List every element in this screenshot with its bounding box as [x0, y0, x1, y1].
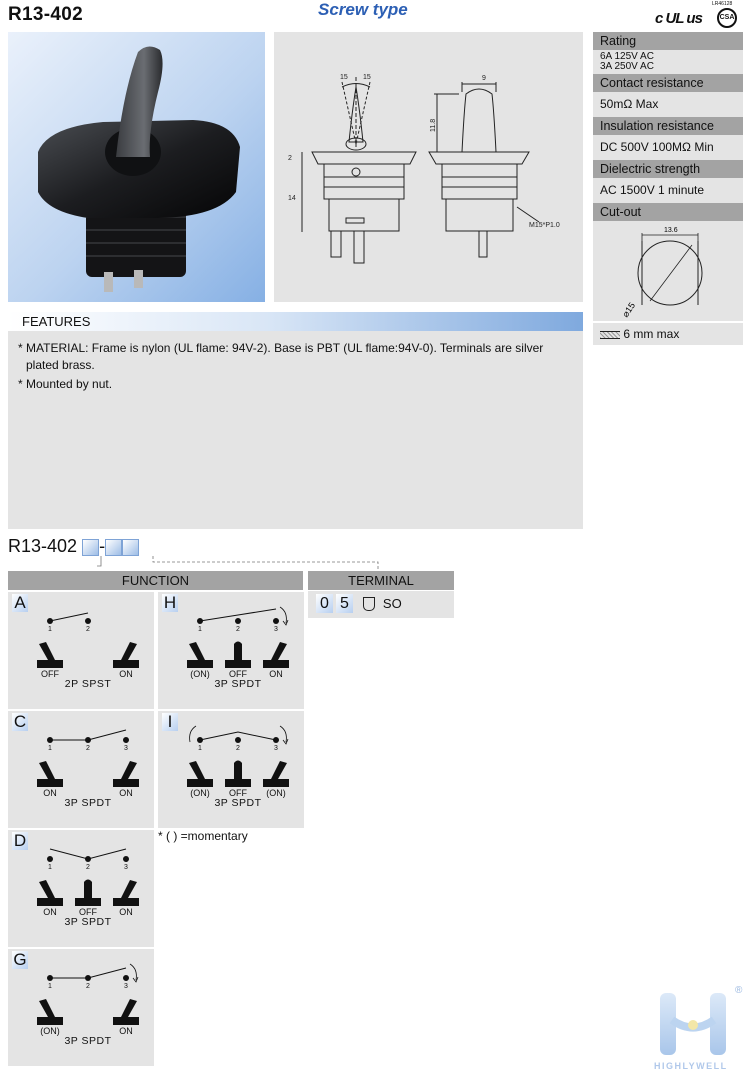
dim-angle-left: 15: [340, 74, 348, 81]
function-letter-d: D: [13, 831, 27, 850]
momentary-arrow-left-icon: [190, 726, 196, 742]
pin-number: 3: [274, 745, 278, 752]
pin-number: 1: [48, 864, 52, 871]
momentary-arrow-icon: [280, 607, 286, 623]
position-label: OFF: [79, 907, 97, 917]
momentary-note: * ( ) =momentary: [158, 829, 248, 843]
toggle-position-icon: [225, 761, 251, 788]
terminal-pin-dot: [47, 856, 53, 862]
momentary-arrowhead-icon: [133, 977, 138, 982]
terminal-option-so: [308, 591, 454, 618]
function-cell-h: [158, 592, 304, 709]
momentary-arrow-icon: [130, 964, 136, 980]
dimension-drawing: [274, 32, 583, 302]
pin-number: 2: [236, 626, 240, 633]
function-diagram: [8, 711, 154, 828]
function-code-box: [82, 539, 99, 556]
csa-mark-icon: CSA: [717, 8, 737, 28]
position-label: OFF: [229, 669, 247, 679]
dim-body: 14: [288, 195, 296, 202]
feature-material: * MATERIAL: Frame is nylon (UL flame: 94V-2). Base is PBT (UL flame:94V-0). Terminals are silver plated brass.: [18, 341, 544, 372]
cutout-label: Cut-out: [593, 203, 743, 221]
function-letter-g: G: [13, 950, 27, 969]
highlywell-logo-mark: [650, 985, 745, 1073]
contact-resistance-label: Contact resistance: [593, 74, 743, 92]
function-diagram: [158, 592, 304, 709]
position-label: (ON): [190, 788, 210, 798]
toggle-position-icon: [263, 642, 289, 668]
pin-number: 1: [48, 745, 52, 752]
terminal-pin-dot: [123, 856, 129, 862]
pin-number: 2: [86, 983, 90, 990]
toggle-switch-image: [8, 32, 265, 302]
pin-number: 1: [48, 626, 52, 633]
function-cell-i: [158, 711, 304, 828]
ul-mark-icon: c UL us: [655, 10, 702, 27]
dielectric-strength-value: AC 1500V 1 minute: [593, 178, 743, 203]
pin-number: 3: [124, 983, 128, 990]
dielectric-strength-label: Dielectric strength: [593, 160, 743, 178]
momentary-arrow-icon: [280, 726, 286, 742]
ordering-dash: -: [99, 536, 106, 556]
rating-value-1: 6A 125V AC: [600, 51, 654, 62]
position-label: (ON): [266, 788, 286, 798]
function-name: 3P SPDT: [64, 797, 112, 809]
panel-thickness-value: 6 mm max: [623, 327, 680, 341]
terminal-pin-dot: [123, 737, 129, 743]
insulation-resistance-value: DC 500V 100MΩ Min: [593, 135, 743, 160]
position-label: OFF: [229, 788, 247, 798]
function-letter-c: C: [13, 712, 27, 731]
terminal-code-box-1: [105, 539, 122, 556]
part-number-title: R13-402: [8, 4, 83, 25]
function-name: 3P SPDT: [64, 1035, 112, 1047]
feature-mounting: * Mounted by nut.: [18, 377, 113, 391]
pin-number: 2: [236, 745, 240, 752]
cutout-diameter: ⌀15: [620, 300, 638, 319]
logo-registered-mark: ®: [735, 985, 743, 996]
terminal-code: SO: [382, 596, 402, 611]
dim-angle-right: 15: [363, 74, 371, 81]
features-title: FEATURES: [8, 312, 583, 331]
ordering-code: [8, 536, 139, 557]
toggle-position-icon: [37, 642, 63, 668]
rating-label: Rating: [593, 32, 743, 50]
pin-number: 2: [86, 626, 90, 633]
cutout-width: 13.6: [664, 227, 678, 234]
dim-lever-height: 11.8: [430, 118, 437, 132]
function-diagram: [8, 830, 154, 947]
position-label: ON: [119, 1026, 133, 1036]
terminal-digit-5: 5: [336, 594, 353, 613]
pin-number: 1: [48, 983, 52, 990]
position-label: ON: [119, 907, 133, 917]
position-label: ON: [43, 788, 57, 798]
function-letter-h: H: [163, 593, 177, 612]
function-name: 3P SPDT: [214, 678, 262, 690]
function-cell-d: [8, 830, 154, 947]
function-name: 3P SPDT: [64, 916, 112, 928]
ordering-model: R13-402: [8, 536, 78, 556]
position-label: (ON): [190, 669, 210, 679]
toggle-position-icon: [263, 761, 289, 787]
terminal-pin-dot: [273, 618, 279, 624]
pin-number: 3: [124, 864, 128, 871]
terminal-pin-dot: [235, 618, 241, 624]
product-photo: [8, 32, 265, 302]
pin-number: 1: [198, 626, 202, 633]
momentary-arrowhead-icon: [283, 739, 288, 744]
momentary-arrowhead-icon: [283, 620, 288, 625]
function-diagram: [8, 592, 154, 709]
function-diagram: [8, 949, 154, 1066]
dimension-drawing-svg: [274, 32, 583, 302]
features-body: [8, 331, 583, 529]
toggle-position-icon: [225, 642, 251, 669]
position-label: ON: [269, 669, 283, 679]
toggle-position-icon: [113, 761, 139, 787]
dim-flange: 2: [288, 155, 292, 162]
function-diagram: [158, 711, 304, 828]
highlywell-logo: [650, 985, 745, 1073]
pin-number: 3: [124, 745, 128, 752]
pin-number: 1: [198, 745, 202, 752]
cert-number: LR46128: [712, 1, 733, 7]
position-label: (ON): [40, 1026, 60, 1036]
position-label: ON: [43, 907, 57, 917]
terminal-pin-dot: [123, 975, 129, 981]
terminal-pin-dot: [85, 618, 91, 624]
insulation-resistance-label: Insulation resistance: [593, 117, 743, 135]
cutout-drawing: [593, 221, 743, 321]
pin-number: 3: [274, 626, 278, 633]
panel-thickness: [593, 323, 743, 345]
function-letter-a: A: [12, 594, 28, 612]
code-leader-lines: [95, 556, 385, 572]
contact-resistance-value: 50mΩ Max: [593, 92, 743, 117]
toggle-position-icon: [113, 999, 139, 1025]
spec-table: [593, 32, 743, 345]
toggle-position-icon: [187, 761, 213, 787]
toggle-position-icon: [113, 642, 139, 668]
terminal-code-box-2: [122, 539, 139, 556]
rating-value: [593, 50, 743, 74]
dim-width: 9: [482, 75, 486, 82]
certification-marks: [655, 1, 745, 32]
cutout-svg: [600, 221, 750, 321]
function-name: 2P SPST: [64, 678, 112, 690]
rating-value-2: 3A 250V AC: [600, 61, 654, 72]
position-label: ON: [119, 669, 133, 679]
toggle-position-icon: [75, 880, 101, 907]
dim-thread: M15*P1.0: [529, 222, 560, 229]
toggle-position-icon: [113, 880, 139, 906]
terminal-digit-0: 0: [316, 594, 333, 613]
logo-brand-name: HIGHLYWELL: [654, 1061, 728, 1071]
terminal-pin-dot: [235, 737, 241, 743]
function-cell-g: [8, 949, 154, 1066]
position-label: ON: [119, 788, 133, 798]
function-cell-a: [8, 592, 154, 709]
toggle-position-icon: [37, 999, 63, 1025]
position-label: OFF: [41, 669, 59, 679]
function-cell-c: [8, 711, 154, 828]
terminal-header: TERMINAL: [308, 571, 454, 590]
panel-thickness-icon: [600, 331, 620, 339]
mount-type-subtitle: Screw type: [318, 0, 408, 19]
toggle-position-icon: [37, 761, 63, 787]
function-letter-i: I: [162, 713, 178, 731]
function-header: FUNCTION: [8, 571, 303, 590]
function-name: 3P SPDT: [214, 797, 262, 809]
solder-terminal-icon: [363, 597, 375, 611]
contact-line: [50, 613, 88, 621]
toggle-position-icon: [37, 880, 63, 906]
toggle-position-icon: [187, 642, 213, 668]
pin-number: 2: [86, 864, 90, 871]
pin-number: 2: [86, 745, 90, 752]
